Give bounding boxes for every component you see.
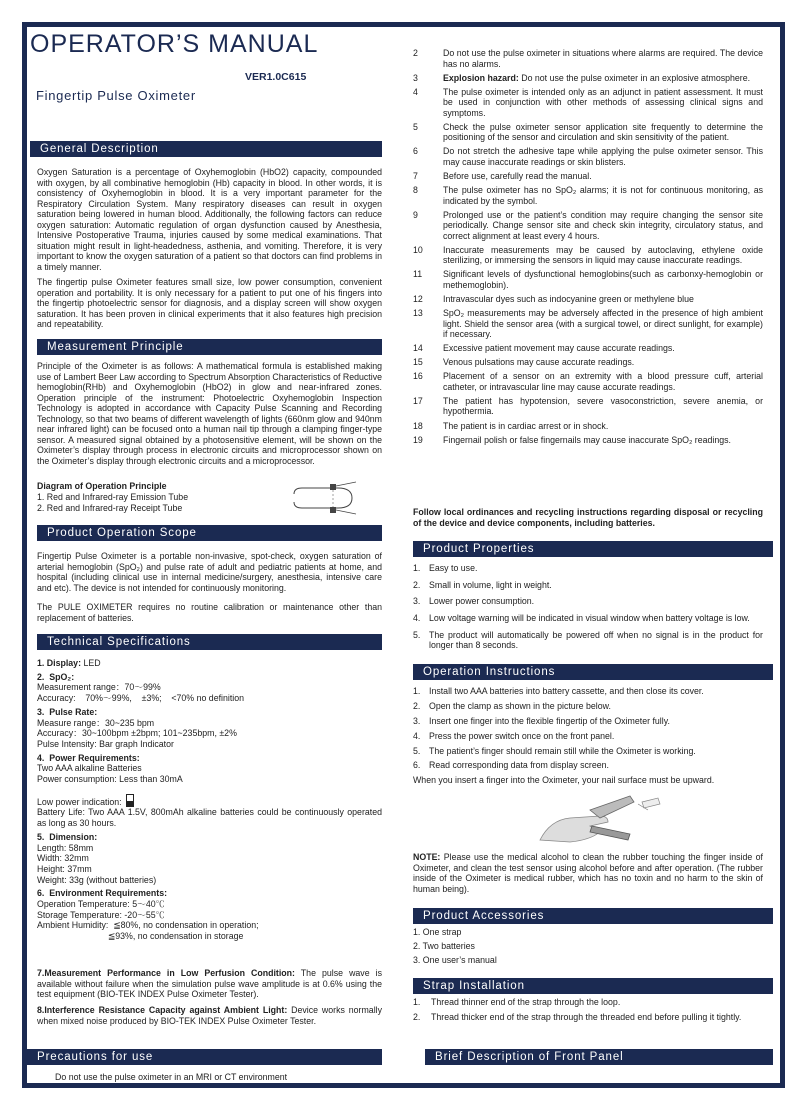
tech-spec-value: Height: 37mm	[37, 863, 92, 874]
tech-spec-value: Storage Temperature: -20～55℃	[37, 909, 165, 920]
tech-spec-value: LED	[83, 658, 101, 668]
property-body: Lower power consumption.	[429, 596, 535, 607]
precaution-text	[443, 245, 763, 266]
property-body: Easy to use.	[429, 563, 478, 573]
tech-spec-value: Measure range：30~235 bpm	[37, 717, 155, 728]
instruction-number: 2.	[413, 700, 421, 711]
tech-spec-value: Width: 32mm	[37, 853, 89, 864]
precaution-body: Significant levels of dysfunctional hemoglobins(such as carbonxy-hemoglobin or methemoglobin).	[443, 269, 763, 290]
battery-icon	[126, 794, 134, 807]
tech-spec-line	[37, 931, 382, 942]
instruction-body: Insert one finger into the flexible fingertip of the Oximeter fully.	[429, 715, 670, 726]
precaution-body: Inaccurate measurements may be caused by autoclaving, ethylene oxide sterilizing, or immersing the sensors in liquid may cause inaccurate readings.	[443, 244, 763, 266]
precaution-number: 4	[413, 86, 418, 97]
tech-spec-heading: 4. Power Requirements:	[37, 752, 140, 763]
precaution-number: 13	[413, 308, 423, 319]
property-item	[413, 563, 763, 574]
property-text	[429, 596, 763, 607]
section-heading-properties: Product Properties	[413, 541, 773, 557]
tech-spec-line	[37, 910, 382, 921]
tech-spec-value: Accuracy: 70%～99%, ±3%; <70% no definition	[37, 693, 245, 704]
precaution-body: Check the pulse oximeter sensor application site frequently to determine the positioning of the sensor and circulation and skin sensitivity of the patient.	[443, 121, 763, 143]
precautions-list	[413, 48, 763, 449]
precaution-item	[413, 396, 763, 417]
tech-spec-value: Measurement range：70～99%	[37, 682, 161, 693]
instruction-item	[413, 716, 763, 727]
tech-spec-line	[37, 899, 382, 910]
general-paragraph-1: Oxygen Saturation is a percentage of Oxyhemoglobin (HbO2) capacity, compounded with oxygen, by all combinative hemoglobin (Hb) capacity in blood. In other words, it is consistency of Oxyhemoglobin in blood. It is a very important parameter for the Respiratory Circulation System. Many respiratory diseases can result in oxygen saturation being lowered in human blood. Additionally, the following factors can reduce oxygen saturation: Automatic regulation of organ dysfunction caused by Anesthesia, Intensive Postoperative Trauma, injuries caused by some medical examinations. That situation might result in light-headedness, asthenia, and vomiting. Therefore, it is very important to know the oxygen saturation of a patient so that doctors can find problems in a timely manner.	[37, 167, 382, 272]
precaution-number: 2	[413, 48, 418, 58]
precaution-number: 15	[413, 357, 423, 368]
precaution-number: 9	[413, 209, 418, 220]
instruction-number: 1.	[413, 686, 421, 696]
precaution-item	[413, 87, 763, 119]
instruction-number: 3.	[413, 715, 421, 726]
property-item	[413, 613, 763, 624]
tech-spec-line	[37, 794, 382, 808]
precaution-number: 14	[413, 343, 423, 354]
oximeter-hand-image	[530, 790, 665, 850]
precaution-body: Do not use the pulse oximeter in situations where alarms are required. The device has no alarms.	[443, 48, 763, 69]
precaution-body: Placement of a sensor on an extremity with a blood pressure cuff, arterial catheter, or intravascular line may cause accurate readings.	[443, 371, 763, 392]
precaution-body: The pulse oximeter has no SpO₂ alarms; it is not for continuous monitoring, as indicated by the symbol.	[443, 185, 763, 206]
precaution-text	[443, 171, 763, 182]
instruction-item	[413, 701, 763, 712]
precaution-number: 18	[413, 420, 423, 431]
property-text	[429, 563, 763, 574]
section-heading-general: General Description	[30, 141, 382, 157]
precaution-number: 11	[413, 269, 423, 280]
instruction-item	[413, 731, 763, 742]
tech-spec-line	[37, 707, 382, 718]
precaution-text	[443, 421, 763, 432]
strap-step-body: Thread thicker end of the strap through the threaded end before pulling it tightly.	[431, 1011, 742, 1022]
instruction-body: Press the power switch once on the front panel.	[429, 730, 615, 741]
precaution-item-1: Do not use the pulse oximeter in an MRI or CT environment	[55, 1072, 288, 1082]
section-heading-accessories: Product Accessories	[413, 908, 773, 924]
tech-spec-value: ≦93%, no condensation in storage	[37, 931, 244, 942]
instruction-text	[429, 701, 763, 712]
strap-step-number: 2.	[413, 1011, 421, 1022]
precaution-body: Do not stretch the adhesive tape while applying the pulse oximeter sensor. This may cause inaccurate readings or skin blisters.	[443, 146, 763, 167]
accessory-item-3: 3. One user’s manual	[413, 955, 497, 965]
measurement-paragraph: Principle of the Oximeter is as follows: A mathematical formula is established making use of Lambert Beer Law according to Spectrum Absorption Characteristics of Reductive hemoglobin(RHb) and Oxyhemoglobin (HbO2) in glow and near-infrared zones. Operation principle of the instrument: Photoelectric Oxyhemoglobin Inspection Technology is adopted in accordance with Capacity Pulse Scanning and Recording Technology, so that two beams of different wavelength of lights (660nm glow and 940nm near infrared light) can be focused onto a human nail tip through a clamping finger-type sensor. A measured signal obtained by a photosensitive element, will be shown on the Oximeter’s display through process in electronic circuits and microprocessor shown on the Oximeter’s display through electronic circuits and a microprocessor.	[37, 361, 382, 466]
tech-spec-heading: 6. Environment Requirements:	[37, 888, 168, 899]
precaution-number: 12	[413, 293, 423, 304]
property-text	[429, 630, 763, 651]
tech-spec-line	[37, 853, 382, 864]
recycling-note: Follow local ordinances and recycling instructions regarding disposal or recycling of the device and device components, including batteries.	[413, 507, 763, 528]
note-label: NOTE:	[413, 852, 441, 862]
strap-step-text	[431, 997, 768, 1008]
precaution-item	[413, 245, 763, 266]
instruction-body: Read corresponding data from display screen.	[429, 760, 609, 771]
tech-spec-line	[37, 807, 385, 829]
instruction-text	[429, 731, 763, 742]
precaution-number: 10	[413, 244, 423, 255]
precaution-text	[443, 48, 763, 69]
instruction-item	[413, 686, 763, 697]
property-number: 4.	[413, 613, 421, 624]
note-text: Please use the medical alcohol to clean the rubber touching the finger inside of Oximeter, and clean the test sensor using alcohol before and after operation. (The rubber inside of the Oximeter is medical rubber, which has no toxin and no harm to the skin of human being).	[413, 852, 763, 894]
tech-item-7	[37, 968, 382, 1000]
tech-item-8-text: Device works normally when mixed noise produced by BIO-TEK INDEX Pulse Oximeter Tester.	[37, 1005, 383, 1026]
precaution-item	[413, 294, 763, 305]
instruction-number: 5.	[413, 745, 421, 756]
precaution-text	[443, 294, 763, 305]
tech-spec-line	[37, 682, 382, 693]
tech-spec-line	[37, 763, 382, 774]
property-number: 5.	[413, 629, 421, 640]
property-body: The product will automatically be powered off when no signal is in the product for longer than 8 seconds.	[429, 629, 763, 651]
instruction-text	[429, 686, 763, 697]
precaution-body: Prolonged use or the patient’s condition may require changing the sensor site periodically. Change sensor site and check skin integrity, circulatory status, and correct alignment at least every 4 hours.	[443, 209, 763, 241]
instruction-number: 6.	[413, 760, 421, 771]
precaution-number: 17	[413, 395, 423, 406]
precaution-body: Venous pulsations may cause accurate readings.	[443, 357, 635, 368]
precaution-body: The patient has hypotension, severe vasoconstriction, severe anemia, or hypothermia.	[443, 395, 763, 417]
tech-spec-line	[37, 718, 382, 729]
tech-spec-heading: 5. Dimension:	[37, 831, 98, 842]
precaution-number: 3	[413, 72, 418, 83]
precaution-number: 16	[413, 371, 423, 382]
tech-spec-line	[37, 875, 382, 886]
precaution-body: Fingernail polish or false fingernails may cause inaccurate SpO₂ readings.	[443, 434, 731, 445]
precaution-item	[413, 343, 763, 354]
diagram-item-2: 2. Red and Infrared-ray Receipt Tube	[37, 503, 183, 513]
manual-title: OPERATOR’S MANUAL	[30, 30, 319, 58]
tech-spec-value: Battery Life: Two AAA 1.5V, 800mAh alkaline batteries could be continuously operated as long as 30 hours.	[37, 807, 385, 829]
precaution-body: Do not use the pulse oximeter in an explosive atmosphere.	[518, 72, 751, 83]
precaution-text	[443, 269, 763, 290]
tech-item-8-heading: 8.Interference Resistance Capacity against Ambient Light:	[37, 1005, 288, 1015]
accessory-item-2: 2. Two batteries	[413, 941, 475, 951]
property-number: 3.	[413, 596, 421, 607]
precaution-item	[413, 48, 763, 69]
tech-spec-value: Accuracy：30~100bpm ±2bpm; 101~235bpm, ±2%	[37, 728, 237, 739]
strap-step-number: 1.	[413, 997, 421, 1007]
tech-spec-value: Weight: 33g (without batteries)	[37, 874, 157, 885]
precaution-item	[413, 210, 763, 242]
tech-spec-line	[37, 785, 382, 794]
tech-item-8	[37, 1005, 382, 1026]
tech-spec-value: Length: 58mm	[37, 842, 94, 853]
section-heading-precautions: Precautions for use	[27, 1049, 382, 1065]
tech-spec-heading: 1. Display:	[37, 658, 84, 668]
tech-spec-list	[37, 658, 385, 942]
precaution-text	[443, 73, 763, 84]
tech-spec-line	[37, 753, 382, 764]
instruction-text	[429, 746, 763, 757]
instruction-item	[413, 746, 763, 757]
precaution-number: 8	[413, 185, 418, 196]
precaution-item	[413, 171, 763, 182]
tech-spec-line	[37, 693, 382, 704]
section-heading-measurement: Measurement Principle	[37, 339, 382, 355]
precaution-item	[413, 146, 763, 167]
properties-list	[413, 563, 763, 657]
property-text	[429, 580, 763, 591]
instructions-list	[413, 686, 763, 775]
precaution-item	[413, 371, 763, 392]
precaution-body: SpO₂ measurements may be adversely affected in the presence of high ambient light. Shield the sensor area (with a surgical towel, or direct sunlight, for example) if necessary.	[443, 308, 763, 340]
precaution-number: 7	[413, 170, 418, 181]
instruction-body: The patient’s finger should remain still while the Oximeter is working.	[429, 745, 696, 756]
precaution-item	[413, 269, 763, 290]
instruction-text	[429, 716, 763, 727]
finger-diagram-image	[290, 480, 370, 516]
precaution-body: Excessive patient movement may cause accurate readings.	[443, 343, 675, 354]
diagram-title: Diagram of Operation Principle	[37, 481, 167, 491]
tech-spec-line	[37, 843, 382, 854]
tech-item-7-text: The pulse wave is available without failure when the simulation pulse wave amplitude is at 0.6% using the test equipment (BIO-TEK INDEX Pulse Oximeter Tester).	[37, 968, 382, 999]
version-label: VER1.0C615	[245, 71, 307, 83]
tech-item-7-heading: 7.Measurement Performance in Low Perfusion Condition:	[37, 968, 295, 978]
section-heading-instructions: Operation Instructions	[413, 664, 773, 680]
cleaning-note	[413, 852, 763, 894]
tech-spec-line	[37, 774, 382, 785]
instruction-number: 4.	[413, 730, 421, 741]
tech-spec-line	[37, 864, 382, 875]
precaution-item	[413, 122, 763, 143]
general-paragraph-2: The fingertip pulse Oximeter features small size, low power consumption, convenient operation and portability. It is only necessary for a patient to put one of his fingers into the fingertip photoelectric sensor for diagnosis, and a display screen will show oxygen saturation. It has been proven in clinical experiments that it also features high precision and repeatability.	[37, 277, 382, 329]
property-number: 1.	[413, 563, 421, 573]
precaution-text	[443, 146, 763, 167]
accessory-item-1: 1. One strap	[413, 927, 462, 937]
section-heading-front-panel: Brief Description of Front Panel	[425, 1049, 773, 1065]
instruction-text	[429, 760, 763, 771]
scope-paragraph-2: The PULE OXIMETER requires no routine calibration or maintenance other than replacement of batteries.	[37, 602, 382, 623]
precaution-item	[413, 421, 763, 432]
precaution-text	[443, 122, 763, 143]
tech-spec-value: Pulse Intensity: Bar graph Indicator	[37, 738, 174, 749]
precaution-label: Explosion hazard:	[443, 72, 519, 83]
strap-step-item	[413, 997, 768, 1008]
tech-spec-line	[37, 658, 382, 669]
strap-step-text	[431, 1012, 768, 1023]
property-item	[413, 580, 763, 591]
precaution-item	[413, 73, 763, 84]
property-item	[413, 630, 763, 651]
precaution-body: The pulse oximeter is intended only as an adjunct in patient assessment. It must be used in conjunction with other methods of assessing clinical signs and symptoms.	[443, 86, 763, 118]
property-body: Low voltage warning will be indicated in visual window when battery voltage is low.	[429, 613, 750, 624]
tech-spec-line	[37, 728, 382, 739]
tech-spec-line	[37, 672, 382, 683]
strap-step-body: Thread thinner end of the strap through the loop.	[431, 997, 621, 1007]
tech-spec-heading: 3. Pulse Rate:	[37, 706, 98, 717]
section-heading-strap: Strap Installation	[413, 978, 773, 994]
precaution-text	[443, 371, 763, 392]
tech-spec-value: Operation Temperature: 5～40℃	[37, 899, 165, 910]
precaution-number: 6	[413, 146, 418, 157]
scope-paragraph-1: Fingertip Pulse Oximeter is a portable non-invasive, spot-check, oxygen saturation of arterial hemoglobin (SpO₂) and pulse rate of adult and pediatric patients at home, and hospital (including clinical use in internal medicine/surgery, anesthesia, intensive care and etc). The device is not intended for continuously monitoring.	[37, 551, 382, 593]
instruction-body: Install two AAA batteries into battery cassette, and then close its cover.	[429, 686, 704, 696]
diagram-item-1: 1. Red and Infrared-ray Emission Tube	[37, 492, 189, 502]
precaution-number: 19	[413, 434, 423, 445]
precaution-text	[443, 210, 763, 242]
precaution-text	[443, 185, 763, 206]
precaution-body: Before use, carefully read the manual.	[443, 170, 592, 181]
tech-spec-value: Ambient Humidity: ≦80%, no condensation in operation;	[37, 920, 259, 931]
precaution-body: Intravascular dyes such as indocyanine green or methylene blue	[443, 293, 694, 304]
property-item	[413, 596, 763, 607]
precaution-item	[413, 435, 763, 446]
instruction-body: Open the clamp as shown in the picture below.	[429, 700, 611, 711]
strap-list	[413, 997, 768, 1026]
tech-spec-line	[37, 832, 382, 843]
precaution-text	[443, 87, 763, 119]
strap-step-item	[413, 1012, 768, 1023]
precaution-body: The patient is in cardiac arrest or in shock.	[443, 420, 609, 431]
tech-spec-line	[37, 739, 382, 750]
property-body: Small in volume, light in weight.	[429, 579, 552, 590]
tech-spec-line	[37, 888, 382, 899]
tech-spec-heading: 2. SpO₂:	[37, 671, 75, 682]
precaution-number: 5	[413, 121, 418, 132]
precaution-text	[443, 308, 763, 340]
precaution-item	[413, 308, 763, 340]
precaution-item	[413, 185, 763, 206]
finger-direction-note: When you insert a finger into the Oximeter, your nail surface must be upward.	[413, 775, 715, 785]
property-text	[429, 613, 763, 624]
precaution-text	[443, 396, 763, 417]
precaution-text	[443, 343, 763, 354]
section-heading-scope: Product Operation Scope	[37, 525, 382, 541]
tech-spec-value: Power consumption: Less than 30mA	[37, 774, 183, 785]
precaution-item	[413, 357, 763, 368]
instruction-item	[413, 760, 763, 771]
tech-spec-value: Low power indication:	[37, 796, 122, 807]
tech-spec-value: Two AAA alkaline Batteries	[37, 763, 142, 774]
property-number: 2.	[413, 579, 421, 590]
precaution-text	[443, 435, 763, 446]
product-subtitle: Fingertip Pulse Oximeter	[36, 88, 196, 103]
precaution-text	[443, 357, 763, 368]
section-heading-tech: Technical Specifications	[37, 634, 382, 650]
tech-spec-line	[37, 920, 382, 931]
